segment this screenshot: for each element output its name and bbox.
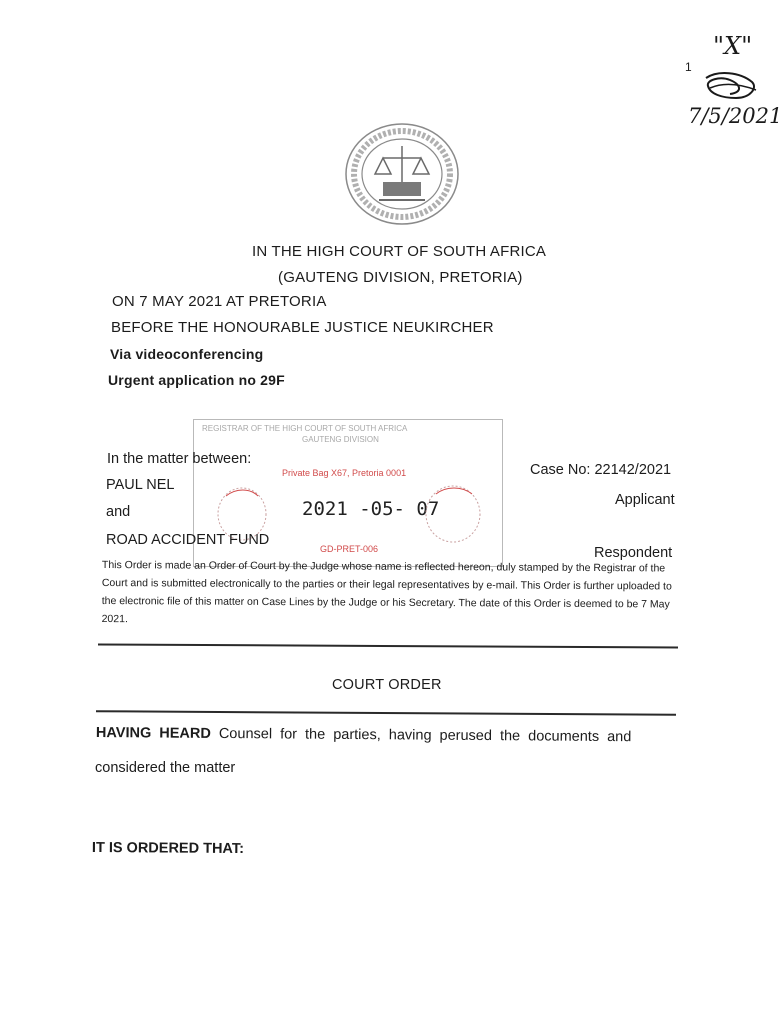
considered-line: considered the matter: [95, 760, 236, 776]
matter-intro: In the matter between:: [107, 451, 252, 467]
court-name: IN THE HIGH COURT OF SOUTH AFRICA: [252, 243, 547, 260]
stamp-date: 2021 -05- 07: [302, 498, 440, 520]
respondent-label: Respondent: [594, 545, 673, 561]
and-text: and: [106, 504, 131, 520]
divider-bottom: [96, 710, 676, 716]
order-notice: This Order is made an Order of Court by the Judge whose name is reflected hereon, duly stamped by the Registrar of the Court and is submitted electronically to the parties or their legal representatives by e-mail. This Order is further uploaded to the electronic file of this matter on Case Lines by the Judge or his Secretary. The date of this Order is deemed to be 7 May 2021.: [101, 558, 672, 626]
application-number: Urgent application no 29F: [108, 372, 285, 388]
judiciary-seal-logo: [343, 122, 461, 226]
respondent-name: ROAD ACCIDENT FUND: [106, 532, 270, 548]
having-heard-lead: HAVING HEARD: [95, 725, 211, 742]
hearing-mode: Via videoconferencing: [110, 346, 264, 362]
stamp-address: Private Bag X67, Pretoria 0001: [282, 468, 407, 478]
stamp-header: REGISTRAR OF THE HIGH COURT OF SOUTH AFRICA: [202, 424, 408, 433]
applicant-label: Applicant: [615, 492, 675, 508]
ordered-heading: IT IS ORDERED THAT:: [91, 840, 244, 858]
handwritten-mark: "X": [713, 32, 753, 60]
page-number: 1: [685, 60, 692, 74]
stamp-division: GAUTENG DIVISION: [302, 435, 379, 444]
hearing-date-place: ON 7 MAY 2021 AT PRETORIA: [112, 293, 327, 310]
order-title: COURT ORDER: [332, 677, 442, 693]
presiding-judge: BEFORE THE HONOURABLE JUSTICE NEUKIRCHER: [111, 319, 494, 336]
having-heard-rest: Counsel for the parties, having perused the documents and: [218, 725, 632, 746]
having-heard-line: [96, 725, 632, 745]
initials-signature-icon: [700, 68, 762, 104]
applicant-name: PAUL NEL: [106, 477, 175, 493]
divider-top: [98, 643, 678, 648]
stamp-seal-right-icon: [424, 484, 482, 544]
case-number: Case No: 22142/2021: [530, 462, 672, 478]
handwritten-date: 7/5/2021: [688, 104, 782, 128]
stamp-code: GD-PRET-006: [320, 544, 379, 554]
court-division: (GAUTENG DIVISION, PRETORIA): [278, 269, 523, 286]
